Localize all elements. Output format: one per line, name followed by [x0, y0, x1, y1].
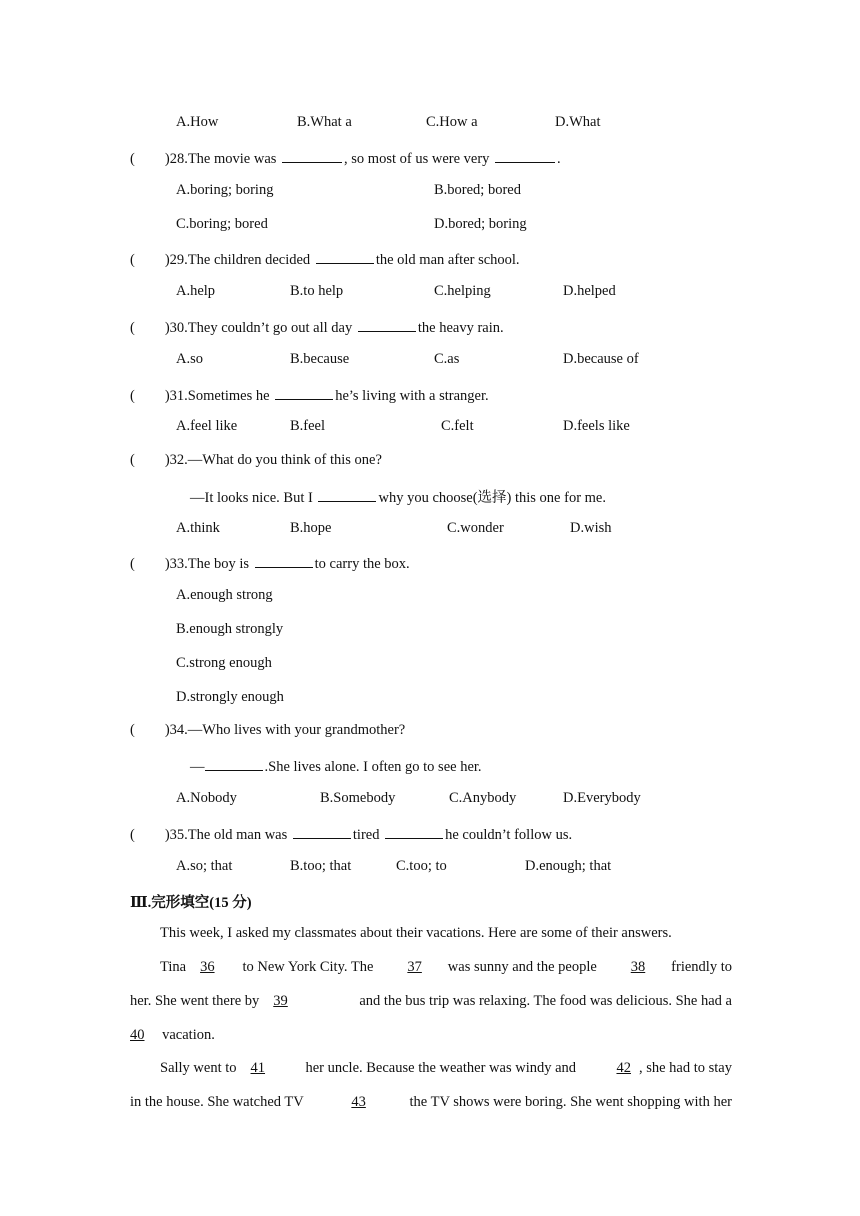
- q34-reply: — .She lives alone. I often go to see her.: [190, 756, 482, 776]
- q34-question: ( )34.—Who lives with your grandmother?: [130, 722, 406, 738]
- q30-option-d: D.because of: [563, 351, 639, 367]
- cloze-p2-line1: Sally went to 41 her uncle. Because the weather was windy and 42 , she had to stay: [160, 1060, 732, 1076]
- q33-option-a: A.enough strong: [176, 587, 273, 603]
- q28-option-b: B.bored; bored: [434, 182, 521, 198]
- section-3-title: Ⅲ.完形填空(15 分): [130, 895, 252, 911]
- q29-option-c: C.helping: [434, 283, 491, 299]
- q33-option-c: C.strong enough: [176, 655, 272, 671]
- q32-question: ( )32.—What do you think of this one?: [130, 452, 382, 468]
- blank-40: 40: [130, 1027, 145, 1043]
- q31-option-d: D.feels like: [563, 418, 630, 434]
- q31-option-a: A.feel like: [176, 418, 238, 434]
- q30-question: ( )30.They couldn’t go out all day the heavy rain.: [130, 317, 504, 337]
- q30-option-a: A.so: [176, 351, 203, 367]
- q27-option-a: A.How: [176, 114, 219, 130]
- q35-option-d: D.enough; that: [525, 858, 612, 874]
- blank-36: 36: [200, 959, 215, 975]
- q31-question: ( )31.Sometimes he he’s living with a stranger.: [130, 385, 489, 405]
- cloze-p1-line3: 40 vacation.: [130, 1027, 215, 1043]
- q32-option-b: B.hope: [290, 520, 332, 536]
- blank-42: 42: [616, 1060, 631, 1076]
- q31-option-b: B.feel: [290, 418, 326, 434]
- q34-option-c: C.Anybody: [449, 790, 517, 806]
- blank-38: 38: [630, 959, 646, 975]
- q33-option-d: D.strongly enough: [176, 689, 284, 705]
- q28-question: ( )28.The movie was , so most of us were very .: [130, 148, 561, 168]
- q35-option-c: C.too; to: [396, 858, 447, 874]
- q28-option-d: D.bored; boring: [434, 216, 527, 232]
- q28-option-c: C.boring; bored: [176, 216, 268, 232]
- q33-question: ( )33.The boy is to carry the box.: [130, 553, 410, 573]
- q34-option-d: D.Everybody: [563, 790, 641, 806]
- blank-37: 37: [407, 959, 422, 975]
- q30-option-b: B.because: [290, 351, 350, 367]
- q32-option-c: C.wonder: [447, 520, 504, 536]
- q31-option-c: C.felt: [441, 418, 474, 434]
- q34-option-a: A.Nobody: [176, 790, 237, 806]
- blank-41: 41: [250, 1060, 266, 1076]
- cloze-p2-line2: in the house. She watched TV 43 the TV shows were boring. She went shopping with her: [130, 1094, 732, 1110]
- q27-option-b: B.What a: [297, 114, 352, 130]
- q29-question: ( )29.The children decided the old man after school.: [130, 249, 520, 269]
- q29-option-d: D.helped: [563, 283, 616, 299]
- blank-39: 39: [273, 993, 288, 1009]
- q35-question: ( )35.The old man was tired he couldn’t follow us.: [130, 824, 572, 844]
- cloze-p1-line1: Tina 36 to New York City. The 37 was sunny and the people 38 friendly to: [160, 959, 732, 975]
- q28-option-a: A.boring; boring: [176, 182, 274, 198]
- q32-reply: —It looks nice. But I why you choose(选择) this one for me.: [190, 486, 606, 507]
- q29-option-b: B.to help: [290, 283, 344, 299]
- blank-43: 43: [351, 1094, 366, 1110]
- cloze-p1-line2: her. She went there by 39 and the bus trip was relaxing. The food was delicious. She had a: [130, 993, 732, 1009]
- q30-option-c: C.as: [434, 351, 460, 367]
- q35-option-b: B.too; that: [290, 858, 352, 874]
- q34-option-b: B.Somebody: [320, 790, 396, 806]
- q33-option-b: B.enough strongly: [176, 621, 284, 637]
- q29-option-a: A.help: [176, 283, 216, 299]
- q32-option-a: A.think: [176, 520, 220, 536]
- section-3-intro: This week, I asked my classmates about their vacations. Here are some of their answers.: [160, 925, 672, 941]
- q27-option-d: D.What: [555, 114, 601, 130]
- q35-option-a: A.so; that: [176, 858, 233, 874]
- q27-option-c: C.How a: [426, 114, 478, 130]
- q32-option-d: D.wish: [570, 520, 612, 536]
